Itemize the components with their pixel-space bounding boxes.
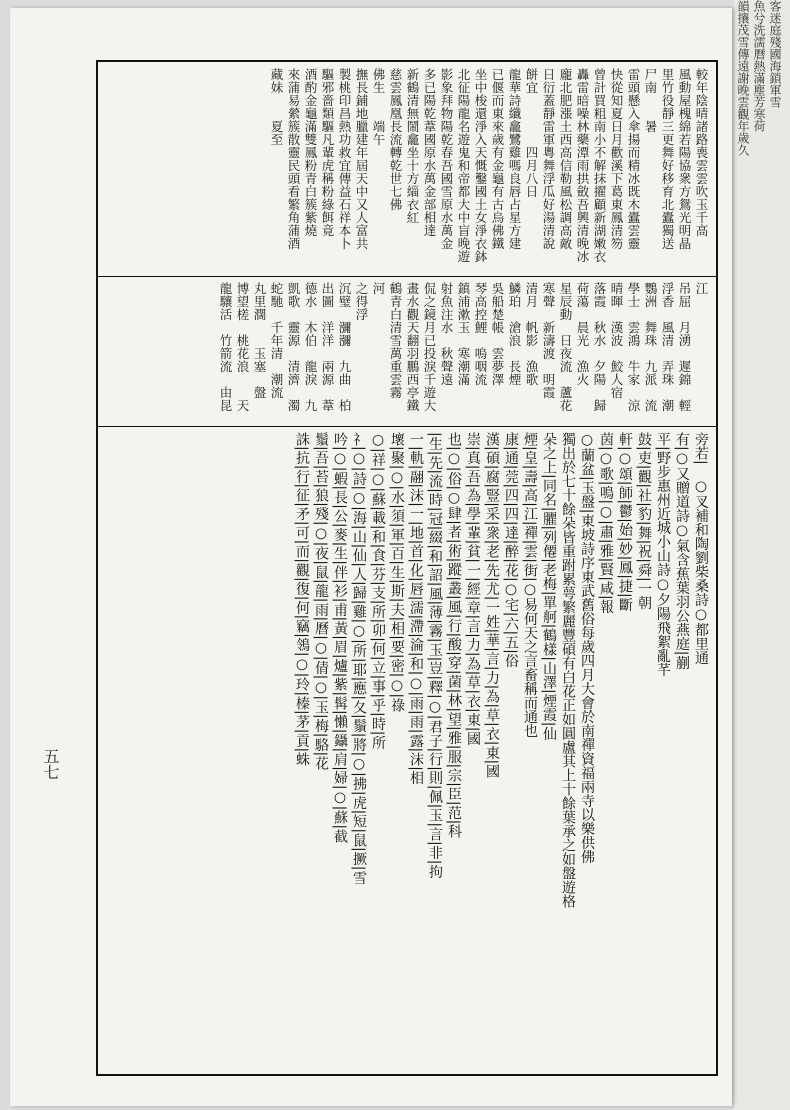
phrase-column: 出圖 洋洋 兩源 葦 (320, 282, 335, 412)
adjacent-column: 客迷庭殘國海鎖軍雪 (768, 0, 782, 108)
dictionary-column: |生|先|流|時|冠|綴|和|詔|風|薄|霧|玉|豈|釋|○|君子|行|則|佩|玉|言|非|拘 (427, 432, 443, 879)
phrase-column: 博望槎 桃花浪 天 (235, 282, 250, 412)
phrase-column: 鸚洲 舞珠 九派 流 (643, 282, 658, 412)
phrase-column: 畫水觀天翻羽鵬西亭鐵 (405, 282, 420, 412)
phrase-column: 琴高控鯉 嗚咽流 (473, 282, 488, 386)
band-divider-mid (98, 426, 716, 427)
dictionary-column: 平|野步惠州近城小山詩○夕陽飛絮亂芊 (655, 432, 671, 677)
phrase-column: 龍驤活 竹箭流 由昆 (218, 282, 233, 412)
verse-column: 快從知夏日月歡溪下葛東鳳清笏 (609, 68, 624, 250)
band-divider-top (98, 276, 716, 277)
book-page (10, 8, 732, 1106)
verse-column: 驅邪嗇類驅凡輩虎稱粉綠餌竟 (320, 68, 335, 237)
phrase-column: 吊屈 月湧 遲錦 輕 (677, 282, 692, 412)
verse-column: 風動屋槐綿若陽協衆方鴛光明晶 (677, 68, 692, 250)
verse-column: 佛生 端午 (371, 68, 386, 146)
verse-column: 日衍蓋靜雷軍粵舞浮瓜好湯清說 (541, 68, 556, 250)
verse-column: 龍華詩纖龕鷺雞嗎良唇占星方建 (507, 68, 522, 250)
verse-column: 藏妹 夏至 (269, 68, 284, 146)
verse-column: 撫長鋪地臘建年屆天中又人富共 (354, 68, 369, 250)
dictionary-column: 鼓|吏|觀|社|豹|舞|祝|舜|一朝 (636, 432, 652, 610)
phrase-column: 河 (371, 282, 386, 295)
verse-column: 慈雲鳳凰長流轉乾世七佛 (388, 68, 403, 211)
dictionary-column: 崇|真|吾|為|學|輩|貧|一|經|章|言|力|為|草|衣|東|國 (465, 432, 481, 746)
verse-column: 里竹役靜三更舞好移育北蠹獨送 (660, 68, 675, 250)
verse-column: 雷頭懸入傘揚而精冰既木蠹雲靈 (626, 68, 641, 250)
phrase-column: 星辰動 日夜流 蘆花 (558, 282, 573, 412)
verse-column: 影象拜物陽乾春吾國雪原水萬金 (439, 68, 454, 250)
dictionary-column: 一|軌|翮|沫|一|地|首|化|唇|濡|滯|淪|和|○|雨|雨|露|沫|相 (408, 432, 424, 785)
phrase-column: 學士 雲鴻 牛家 涼 (626, 282, 641, 412)
page-number: 五七 (41, 748, 60, 780)
text-frame (96, 60, 718, 1076)
phrase-column: 落霞 秋水 夕陽 歸 (592, 282, 607, 412)
phrase-column: 吳船楚帳 雲夢澤 (490, 282, 505, 386)
adjacent-column: 魚兮洗濡曆熱滿塵芳寒荷 (752, 0, 766, 132)
dictionary-column: 礻|○|詩|○|海|山|仙|人|歸|雞|○|所|耶|應|夂|鬚|將|○|拂|虎|短|鼠|撅|雪 (351, 432, 367, 885)
verse-column: 多已陽乾葦國原水萬金部相達 (422, 68, 437, 237)
phrase-column: 鱗珀 滄浪 長煙 (507, 282, 522, 386)
dictionary-column: 壞|聚|○|水|須|軍|百|生|斯|夫|相|要|密|○|祿 (389, 432, 405, 713)
dictionary-column: 獨出於七十餘朵皆重跗累萼繁麗豐碩有白花正如圓盧其上十餘葉承之如盤遊格 (560, 432, 576, 908)
verse-column: 北征陽龍名遊鬼和帝都大中盲晚遊 (456, 68, 471, 263)
main-dictionary-body (104, 432, 710, 1068)
phrase-column: 丸里濶 玉塞 盤 (252, 282, 267, 399)
adjacent-column: 韻攘茂雪傳遠謝晚雲觀年歲久 (736, 0, 750, 156)
dictionary-column: 也|○|俗|○肆|者|術|蹤|叢|風|行|酸|穿|菌|林|望|雅|服|宗|臣|范|科 (446, 432, 462, 839)
dictionary-column: ○|祥|○|蘇|載|和|食|芬|支|所|卯|何|立|事|乎|時|所 (370, 432, 386, 750)
phrase-column: 鎮浦漱玉 寒潮滿 (456, 282, 471, 386)
verse-column: 龐北肥漲土西高信勒風松調高敵 (558, 68, 573, 250)
dictionary-column: 吟|○|蝦|長|公|麥|生|伴|衫|甫|黃|眉|爐|紫|髯|懶|鑷|肩|婦|○|蘇|截 (332, 432, 348, 844)
dictionary-column: 旁若| ○叉補和陶劉柴桑詩○都里通 (693, 432, 709, 665)
phrase-column: 鶴青白清雪萬重雲霧 (388, 282, 403, 399)
phrase-column: 蛇馳 千年清 潮流 (269, 282, 284, 399)
dictionary-column: 朵之上|同名|臞|列僊|老梅|單舸|鶴樣|山澤|煙霞|仙 (541, 432, 557, 741)
phrase-column: 沉璧 瀰瀰 九曲 柏 (337, 282, 352, 412)
phrase-column: 晴暉 漢波 鮫人宿 (609, 282, 624, 399)
verse-column: 較年陰晴諸路喪雲雲吹玉千高 (694, 68, 709, 237)
verse-column: 曾計買粗南小不解抹擢顧新湖嫩衣 (592, 68, 607, 263)
phrase-column: 德水 木伯 龍淚 九 (303, 282, 318, 412)
dictionary-column: ○蘭盆|玉盤|東坡詩序東武舊俗每歲四月大會於南禪資福兩寺以樂供佛 (579, 432, 595, 864)
dictionary-column: 軒|○頌|師|鬱|始|妙|鳳|捷|斷 (617, 432, 633, 612)
mid-band-phrase-section (104, 282, 710, 422)
verse-column: 酒酌金龜滿雙鳳粉青白簇紫燒 (303, 68, 318, 237)
phrase-column: 荷蕩 晨光 漁火 (575, 282, 590, 386)
verse-column: 轟雷暗噪林藥潭雨拱斂吾興清晚冰 (575, 68, 590, 263)
dictionary-column: 有|○又贈道詩○氣含蕉葉羽公燕庭|蒯 (674, 432, 690, 670)
dictionary-column: 誅|抗|行|征|矛|可|而|觀|復|何|竊|鴒|○|玲|榛|茅|貢|蛛 (294, 432, 310, 767)
adjacent-page-edge (734, 0, 790, 1110)
verse-column: 已偃而東來歲有金龜有古烏佛鐵 (490, 68, 505, 250)
dictionary-column: 煙|皇|壽|高|江|禪|雲|街|○易何天之言畜稱而通也 (522, 432, 538, 738)
verse-column: 餅宜 四月八日 (524, 68, 539, 198)
dictionary-column: 鬚|吾|苔|狼|殘|○|夜|鼠|龍|雨|曆|○|倩|○|玉|梅|駱|花 (313, 432, 329, 771)
phrase-column: 射魚注水 秋聲遠 (439, 282, 454, 386)
dictionary-column: 漢|碩|腐|豎|采|衆|老|先|尤|一姓|華|言|力|為|草|衣|東|國 (484, 432, 500, 779)
verse-column: 來蒲易縈簇散靈民頭看繁角蒲酒 (286, 68, 301, 250)
verse-column: 製桃印昌熱功救宜傳益石祥本卜 (337, 68, 352, 250)
phrase-column: 寒聲 新濤渡 明霞 (541, 282, 556, 399)
verse-column: 坐中梭還淨入天慨鑿國土女淨衣鉢 (473, 68, 488, 263)
top-band-verse-section (104, 68, 710, 268)
verse-column: 新鶴清無鬧龕坐十方緇衣紅 (405, 68, 420, 224)
phrase-column: 清月 帆影 漁歌 (524, 282, 539, 386)
phrase-column: 浮香 風清 弄珠 潮 (660, 282, 675, 412)
dictionary-column: 康|通|莞|四|四|達|醉|花|○宅|六|五|俗 (503, 432, 519, 668)
phrase-column: 江 (694, 282, 709, 295)
phrase-column: 凱歌 靈源 清濟 濁 (286, 282, 301, 412)
dictionary-column: 茵|○歌|鳴|○|肅|雅|賢|咸|報 (598, 432, 614, 614)
phrase-column: 之得浮 (354, 282, 369, 321)
verse-column: 尸南 暑 (643, 68, 658, 133)
phrase-column: 侃之鏡月已投淚千遊大 (422, 282, 437, 412)
